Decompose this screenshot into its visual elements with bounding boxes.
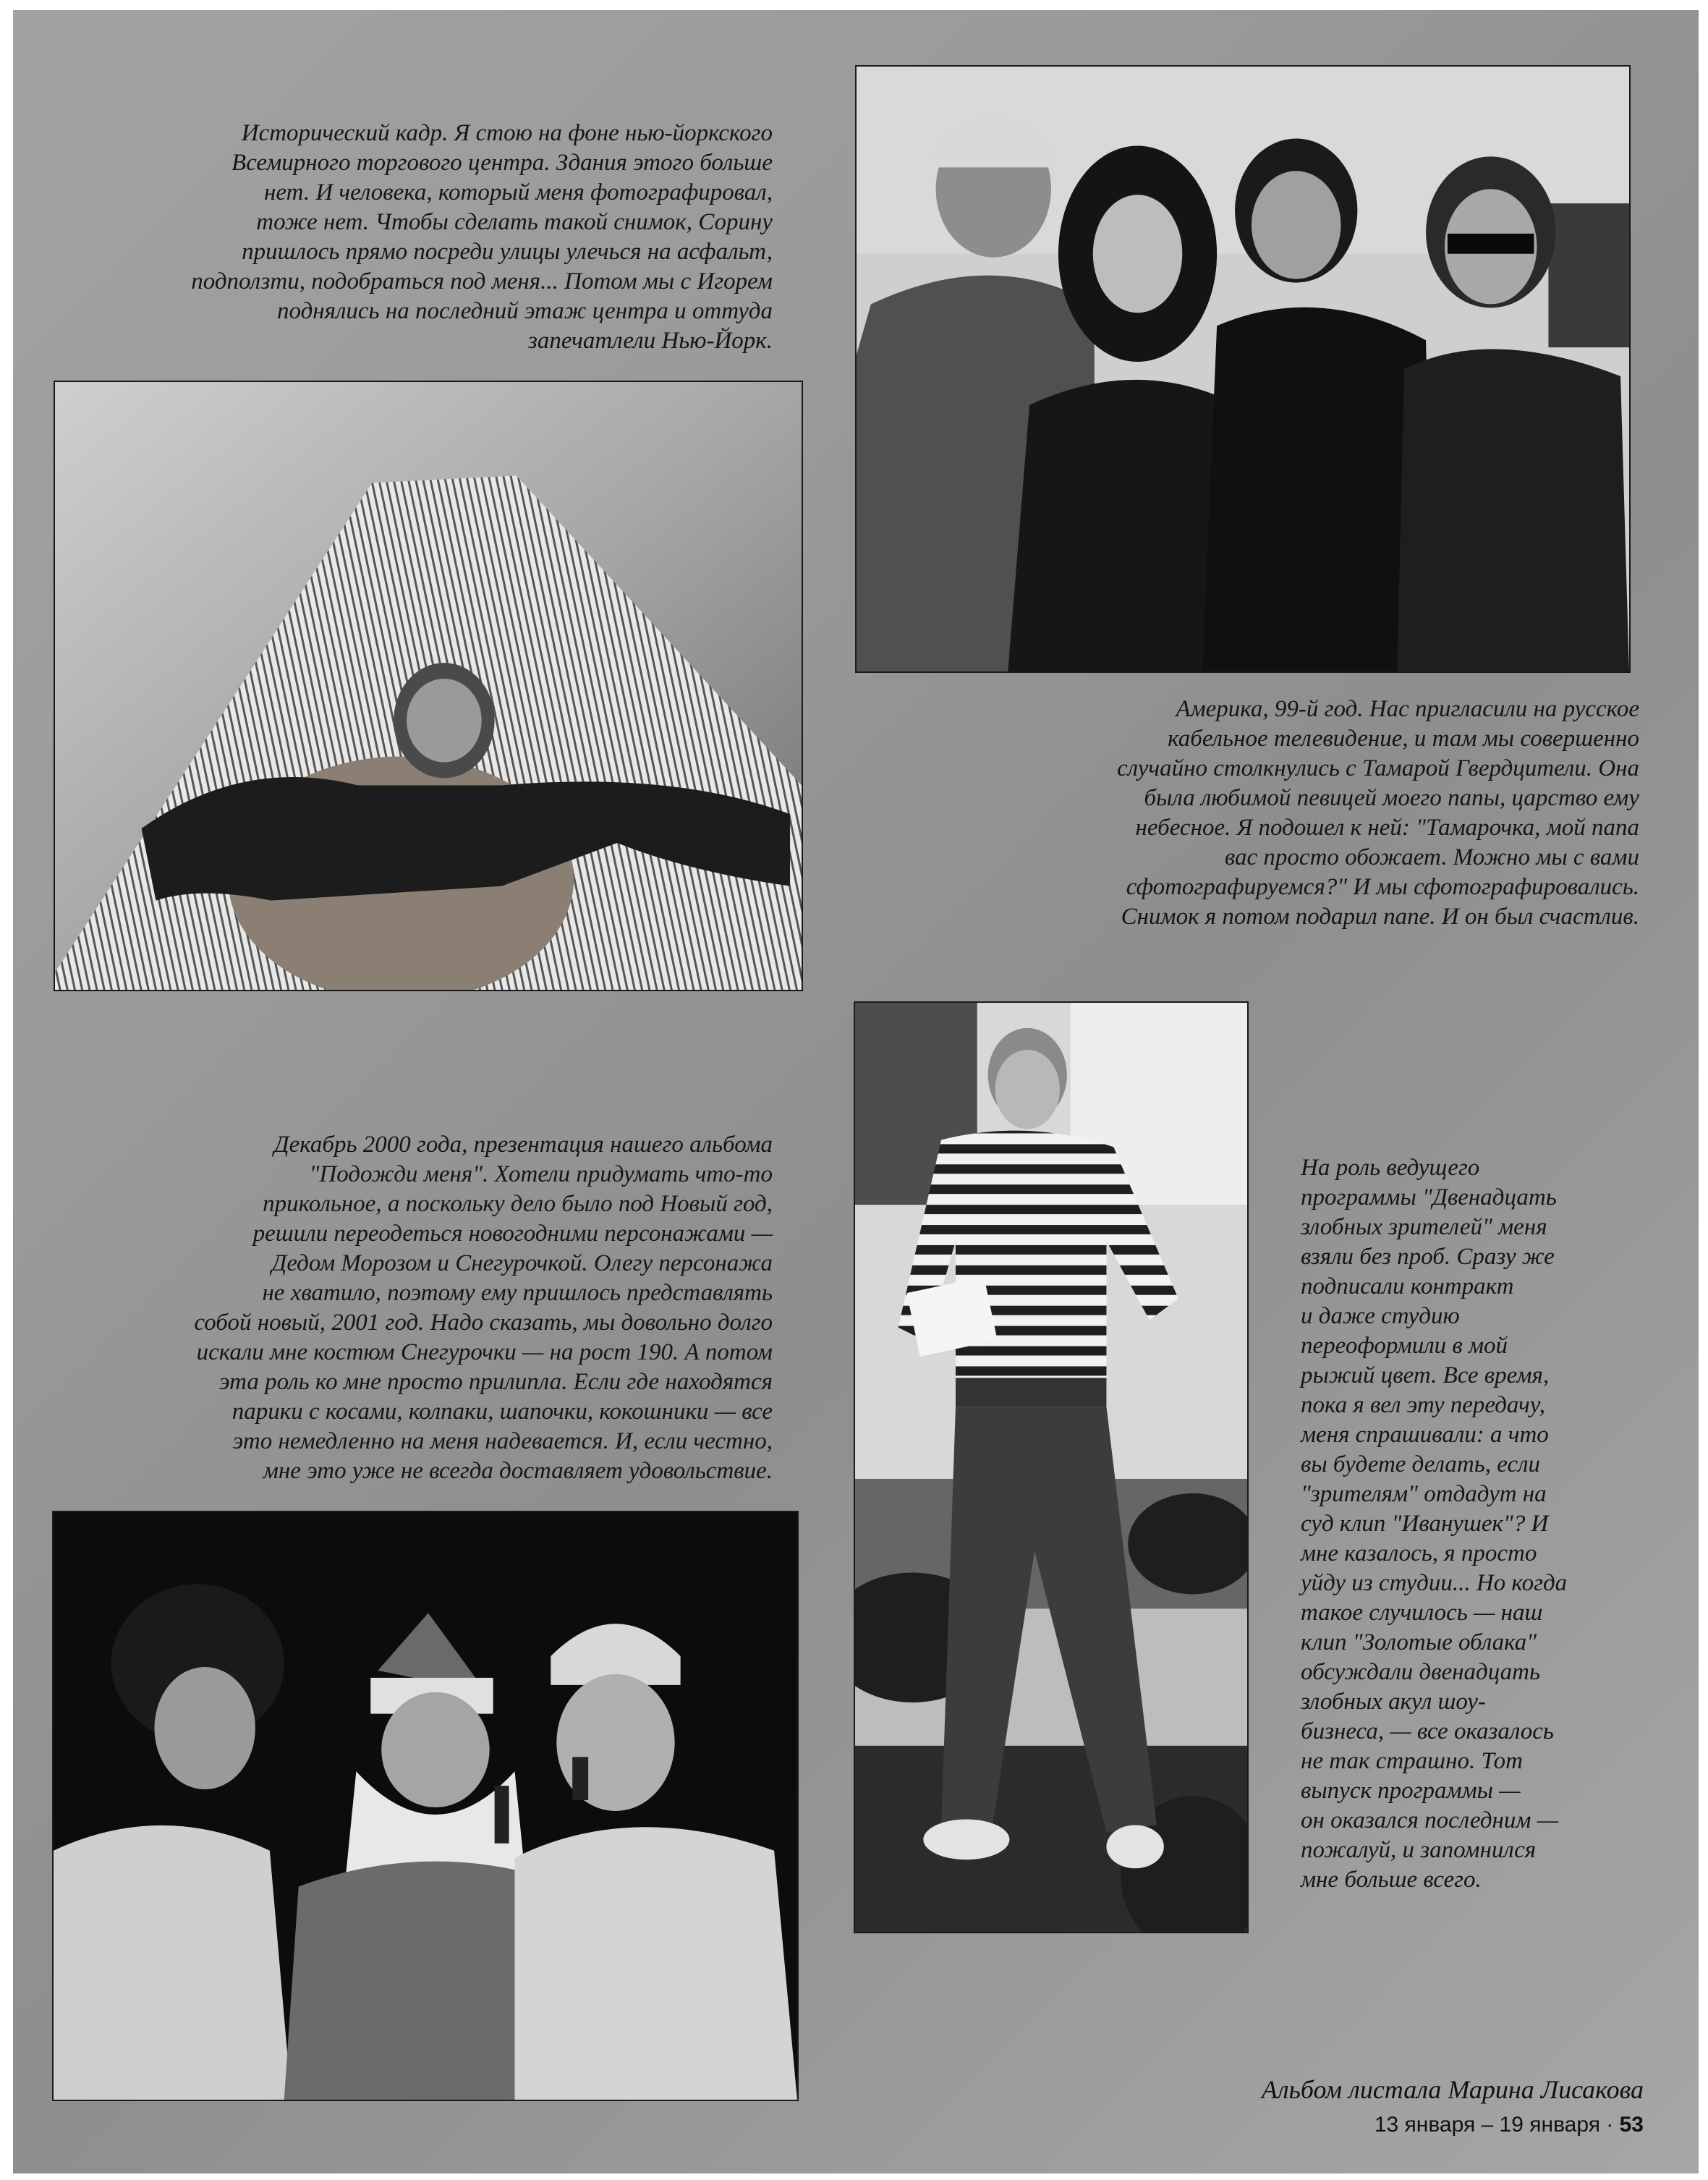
magazine-page bbox=[13, 10, 1699, 2173]
issue-dates bbox=[1375, 2113, 1644, 2137]
photo-world-trade-center bbox=[54, 381, 803, 991]
america-image bbox=[857, 67, 1629, 671]
caption-tv-host: На роль ведущего программы "Двенадцать злобных зрителей" меня взяли без проб. Сразу же подписали контракт и даже студию переоформили в мой рыжий цвет. Все время, пока я вел эту передачу, меня спрашивали: а что вы будете делать, если "зрителям" отдадут на суд клип "Иванушек"? И мне казалось, я просто уйду из студии... Но когда такое случилось — наш клип "Золотые облака" обсуждали двенадцать злобных акул шоу- бизнеса, — все оказалось не так страшно. Тот выпуск программы — он оказался последним — пожалуй, и запомнился мне больше всего. bbox=[1301, 1155, 1568, 1893]
date-range: 13 января – 19 января · bbox=[1374, 2113, 1614, 2137]
photo-tv-host bbox=[854, 1001, 1249, 1933]
new-year-image bbox=[54, 1512, 797, 2100]
photo-new-year-presentation bbox=[52, 1511, 799, 2101]
tv-host-image bbox=[855, 1003, 1247, 1932]
page-number: 53 bbox=[1619, 2113, 1644, 2137]
caption-december: Декабрь 2000 года, презентация нашего альбома "Подожди меня". Хотели придумать что-то прикольное, а поскольку дело было под Новый год, решили переодеться новогодними персонажами — Дедом Морозом и Снегурочкой. Олегу персонажа не хватило, поэтому ему пришлось представлять собой новый, 2001 год. Надо сказать, мы довольно долго искали мне костюм Снегурочки — на рост 190. А потом эта роль ко мне просто прилипла. Если где находятся парики с косами, колпаки, шапочки, кокошники — все это немедленно на меня надевается. И, если честно, мне это уже не всегда доставляет удовольствие. bbox=[194, 1132, 773, 1484]
author-credit: Альбом листала Марина Лисакова bbox=[1261, 2075, 1644, 2104]
photo-america-group bbox=[855, 65, 1631, 673]
caption-america: Америка, 99-й год. Нас пригласили на русское кабельное телевидение, и там мы совершенно случайно столкнулись с Тамарой Гвердцители. Она была любимой певицей моего папы, царство ему небесное. Я подошел к ней: "Тамарочка, мой папа вас просто обожает. Можно мы с вами сфотографируемся?" И мы сфотографировались. Снимок я потом подарил папе. И он был счастлив. bbox=[1117, 696, 1639, 930]
wtc-image bbox=[55, 382, 802, 990]
caption-wtc: Исторический кадр. Я стою на фоне нью-йоркского Всемирного торгового центра. Здания этого больше нет. И человека, который меня фотографировал, тоже нет. Чтобы сделать такой снимок, Сорину пришлось прямо посреди улицы улечься на асфальт, подползти, подобраться под меня... Потом мы с Игорем поднялись на последний этаж центра и оттуда запечатлели Нью-Йорк. bbox=[191, 120, 773, 354]
